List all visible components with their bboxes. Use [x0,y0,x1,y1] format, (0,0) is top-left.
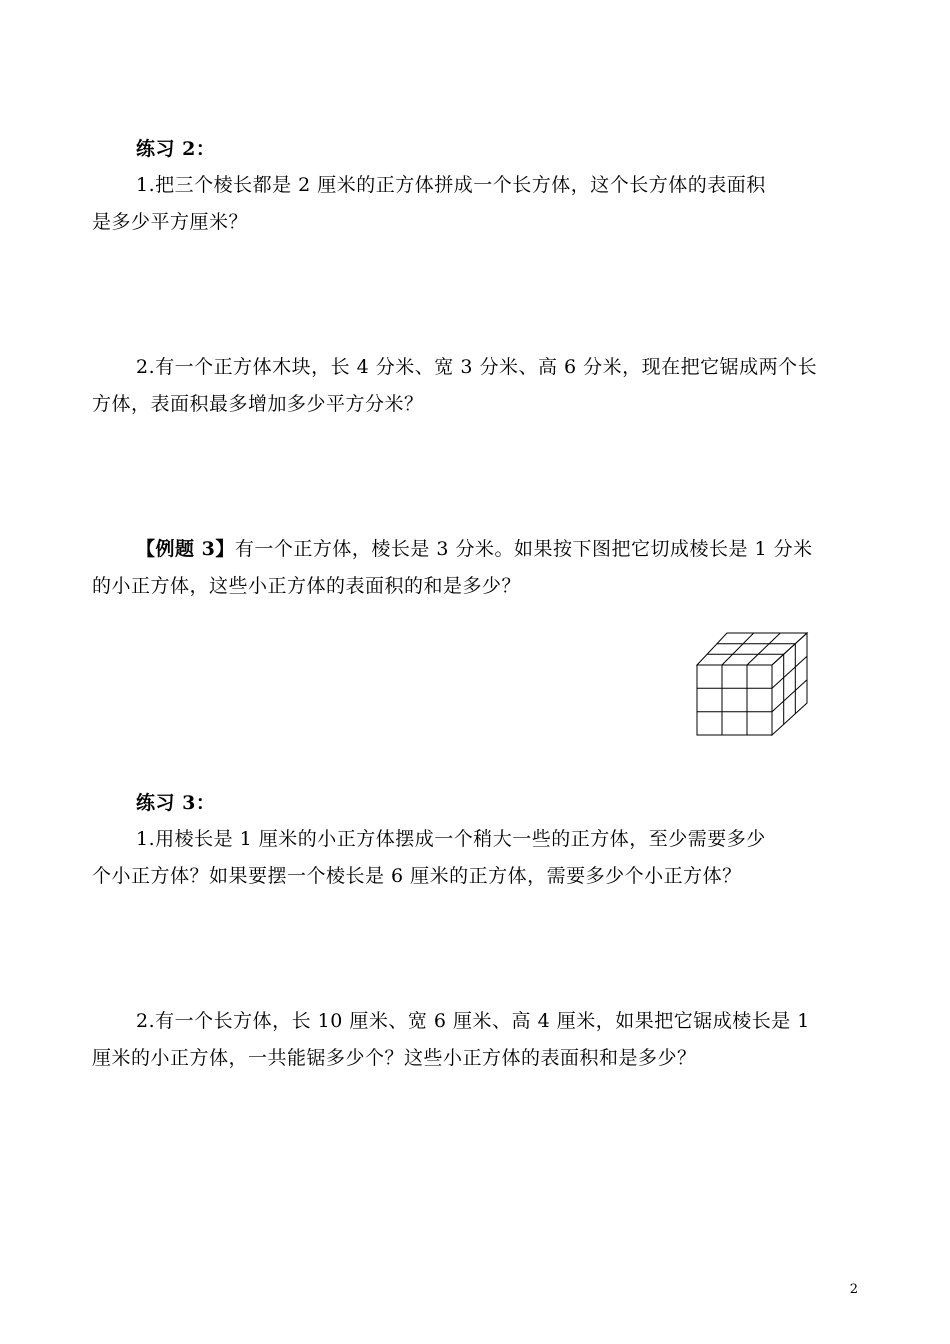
practice3-q2-line2: 厘米的小正方体，一共能锯多少个？这些小正方体的表面积和是多少？ [92,1047,697,1069]
practice3-q2-line1: 2.有一个长方体，长 10 厘米、宽 6 厘米、高 4 厘米，如果把它锯成棱长是 1 [136,1010,810,1032]
practice2-q2-line1: 2.有一个正方体木块，长 4 分米、宽 3 分米、高 6 分米，现在把它锯成两个长 [136,356,818,378]
example3-line1-text: 有一个正方体，棱长是 3 分米。如果按下图把它切成棱长是 1 分米 [234,538,813,560]
example3-label: 【例题 3】 [136,538,235,560]
cube-front-face [697,665,772,735]
cube-grid-figure [694,630,810,738]
practice2-q1-line2: 是多少平方厘米？ [92,211,249,233]
practice3-heading: 练习 3： [136,792,216,814]
practice2-q1-line1: 1.把三个棱长都是 2 厘米的正方体拼成一个长方体，这个长方体的表面积 [136,174,766,196]
practice2-heading: 练习 2： [136,138,216,160]
page-number: 2 [849,1282,858,1297]
example3-line1 [136,536,813,562]
example3-line2: 的小正方体，这些小正方体的表面积的和是多少？ [92,575,522,597]
practice2-q2-line2: 方体，表面积最多增加多少平方分米？ [92,393,424,415]
practice3-q1-line1: 1.用棱长是 1 厘米的小正方体摆成一个稍大一些的正方体，至少需要多少 [136,828,766,850]
practice3-q1-line2: 个小正方体？如果要摆一个棱长是 6 厘米的正方体，需要多少个小正方体？ [92,865,742,887]
